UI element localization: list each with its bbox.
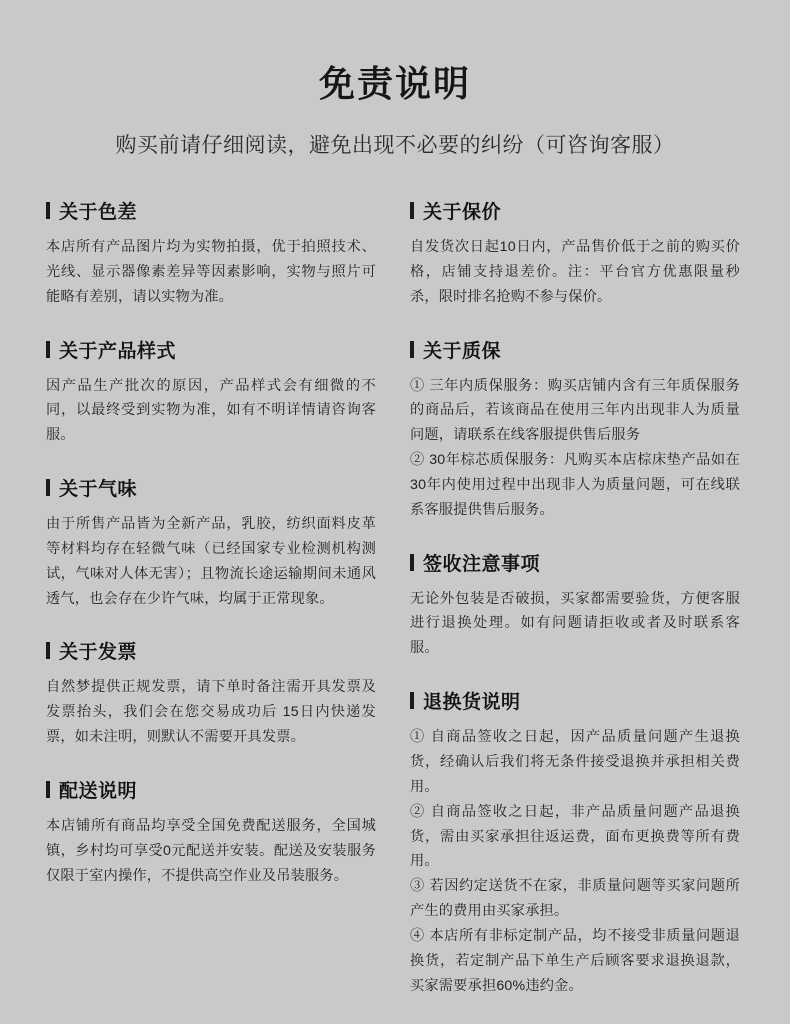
section-paragraph: ③ 若因约定送货不在家，非质量问题等买家问题所产生的费用由买家承担。 — [410, 878, 740, 920]
page-title: 免责说明 — [318, 63, 471, 104]
section-heading-label: 关于气味 — [59, 479, 138, 501]
section-body — [410, 587, 740, 662]
section-heading — [46, 197, 376, 224]
section-heading-label: 配送说明 — [59, 780, 138, 802]
section-paragraph: ② 自商品签收之日起，非产品质量问题产品退换货，需由买家承担往返运费，面布更换费等所有费用。 — [410, 803, 740, 870]
section-paragraph: 本店所有产品图片均为实物拍摄，优于拍照技术、光线、显示器像素差异等因素影响，实物与照片可能略有差别，请以实物为准。 — [46, 239, 376, 305]
section-odor — [46, 474, 376, 611]
section-heading — [410, 687, 740, 714]
section-heading-label: 签收注意事项 — [423, 553, 541, 575]
section-heading — [410, 197, 740, 224]
section-paragraph: ① 三年内质保服务：购买店铺内含有三年质保服务的商品后，若该商品在使用三年内出现非人为质量问题，请联系在线客服提供售后服务 — [410, 377, 740, 444]
section-heading — [410, 549, 740, 576]
heading-bar-icon — [410, 341, 414, 358]
page-subtitle: 购买前请仔细阅读，避免出现不必要的纠纷（可咨询客服） — [115, 134, 675, 157]
heading-bar-icon — [46, 781, 50, 798]
section-paragraph: 本店铺所有商品均享受全国免费配送服务，全国城镇，乡村均可享受0元配送并安装。配送及安装服务仅限于室内操作，不提供高空作业及吊装服务。 — [46, 817, 376, 884]
right-column — [410, 197, 740, 1024]
section-heading — [410, 336, 740, 363]
heading-bar-icon — [46, 479, 50, 496]
content-columns — [46, 197, 744, 1024]
section-paragraph: 自然梦提供正规发票，请下单时备注需开具发票及发票抬头，我们会在您交易成功后 15日内快递发票，如未注明，则默认不需要开具发票。 — [46, 679, 376, 746]
heading-bar-icon — [410, 554, 414, 571]
section-heading — [46, 776, 376, 803]
heading-bar-icon — [46, 202, 50, 219]
section-heading-label: 关于色差 — [59, 202, 138, 223]
section-heading-label: 关于质保 — [423, 340, 502, 362]
section-heading — [46, 637, 376, 664]
section-paragraph: ④ 本店所有非标定制产品，均不接受非质量问题退换货，若定制产品下单生产后顾客要求退换退款，买家需要承担60%违约金。 — [410, 927, 740, 994]
heading-bar-icon — [46, 642, 50, 659]
heading-bar-icon — [46, 341, 50, 358]
section-body — [46, 512, 376, 611]
section-heading-label: 关于发票 — [59, 642, 138, 664]
section-body — [46, 374, 376, 449]
section-invoice — [46, 637, 376, 750]
section-body — [410, 235, 740, 310]
section-returns-exchanges — [410, 687, 740, 998]
section-price-protection — [410, 197, 740, 310]
section-body — [46, 235, 376, 310]
section-color-difference — [46, 197, 376, 310]
section-product-style — [46, 336, 376, 449]
section-paragraph: 因产品生产批次的原因，产品样式会有细微的不同，以最终受到实物为准，如有不明详情请咨询客服。 — [46, 377, 376, 444]
section-body — [46, 675, 376, 750]
heading-bar-icon — [410, 202, 414, 219]
section-paragraph: ① 自商品签收之日起，因产品质量问题产生退换货，经确认后我们将无条件接受退换并承担相关费用。 — [410, 729, 740, 795]
section-paragraph: ② 30年棕芯质保服务：凡购买本店棕床垫产品如在30年内使用过程中出现非人为质量问题，可在线联系客服提供售后服务。 — [410, 452, 740, 518]
section-paragraph: 无论外包装是否破损，买家都需要验货，方便客服进行退换处理。如有问题请拒收或者及时联系客服。 — [410, 590, 740, 657]
section-body — [410, 374, 740, 523]
section-receipt-notice — [410, 549, 740, 662]
section-heading — [46, 474, 376, 501]
section-heading — [46, 336, 376, 363]
section-body — [410, 725, 740, 998]
section-paragraph: 由于所售产品皆为全新产品，乳胶，纺织面料皮革等材料均存在轻微气味（已经国家专业检测机构测试，气味对人体无害）；且物流长途运输期间未通风透气，也会存在少许气味，均属于正常现象。 — [46, 516, 376, 607]
section-heading-label: 退换货说明 — [423, 692, 521, 714]
section-heading-label: 关于保价 — [423, 202, 502, 223]
section-body — [46, 814, 376, 889]
section-warranty — [410, 336, 740, 523]
heading-bar-icon — [410, 692, 414, 709]
section-heading-label: 关于产品样式 — [59, 340, 177, 362]
left-column — [46, 197, 376, 1024]
section-delivery — [46, 776, 376, 889]
section-paragraph: 自发货次日起10日内，产品售价低于之前的购买价格，店铺支持退差价。注：平台官方优惠限量秒杀，限时排名抢购不参与保价。 — [410, 239, 740, 305]
